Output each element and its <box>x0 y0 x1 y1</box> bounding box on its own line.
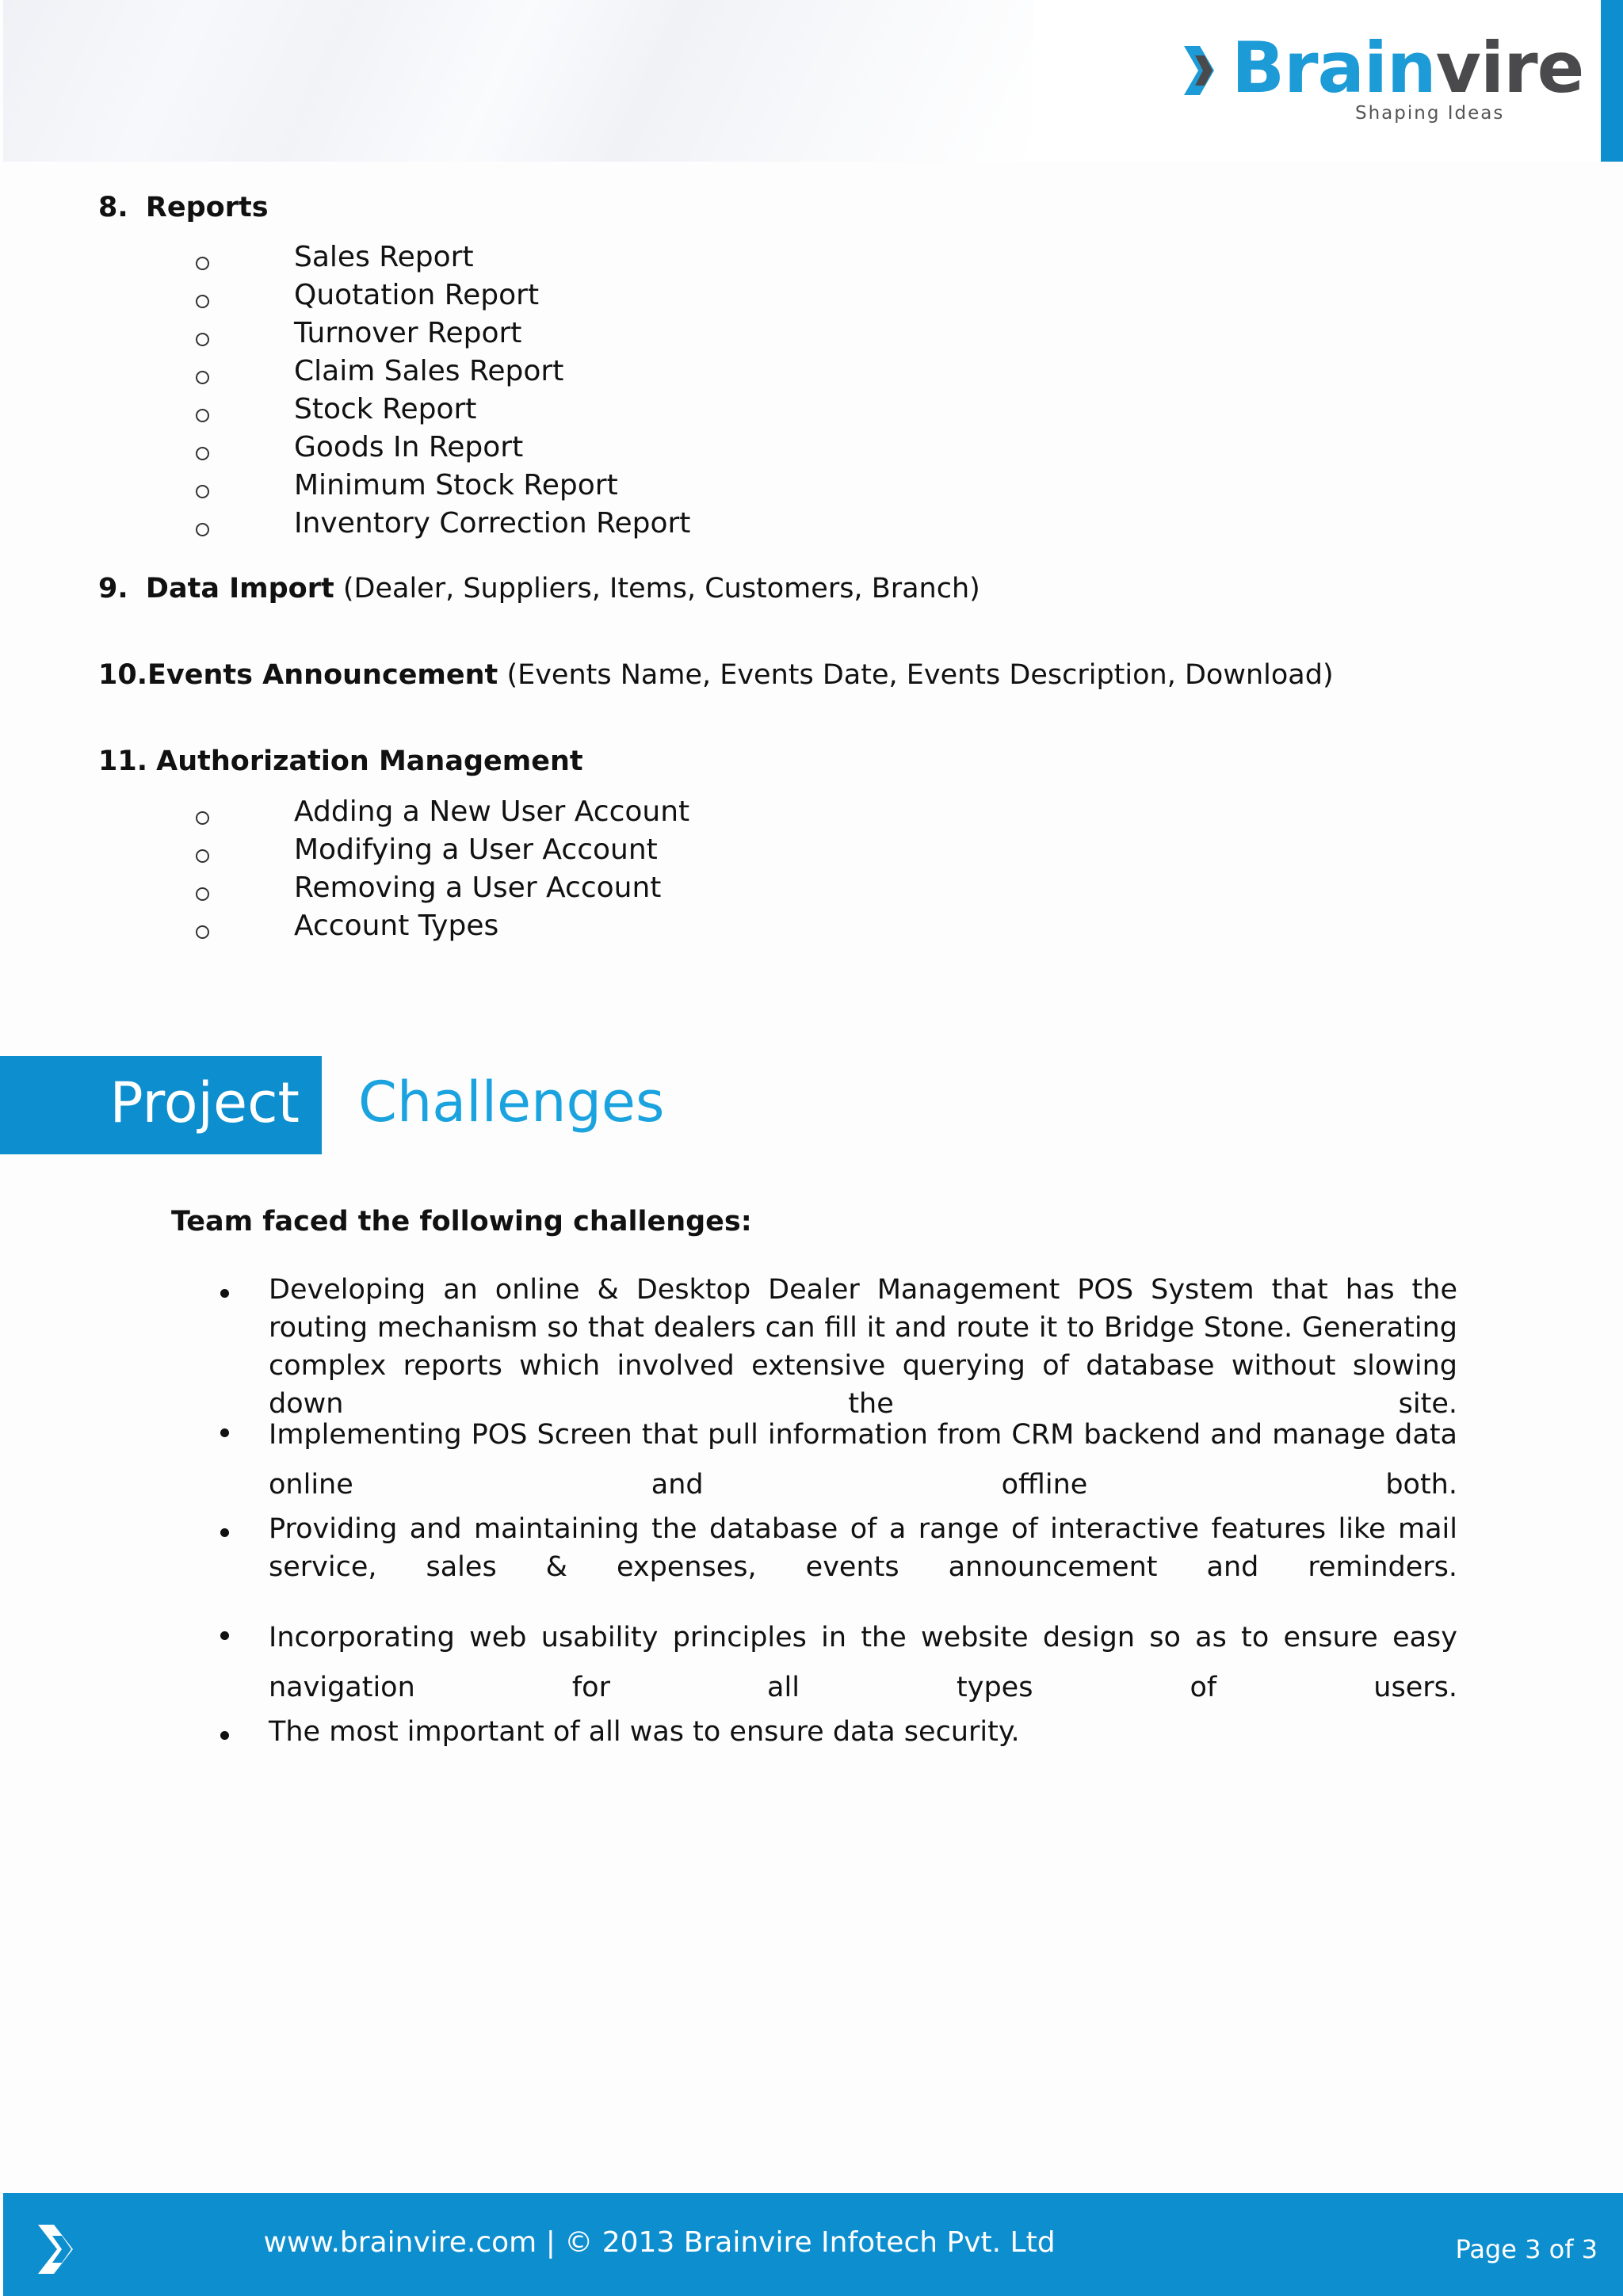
list-item: Inventory Correction Report <box>294 507 691 540</box>
brainvire-logo <box>1182 27 1584 132</box>
list-bullet-icon <box>196 257 209 270</box>
page-header <box>3 0 1623 162</box>
logo-chevron-icon <box>1182 44 1220 97</box>
list-item: Turnover Report <box>294 317 522 349</box>
list-item: Account Types <box>294 910 499 942</box>
list-bullet-icon <box>196 811 209 825</box>
bullet-icon <box>220 1528 229 1537</box>
bullet-icon <box>220 1731 229 1740</box>
section-title: Challenges <box>358 1070 665 1135</box>
challenge-item: Implementing POS Screen that pull information from CRM backend and manage data online and offline both. <box>269 1419 1457 1501</box>
page-number: Page 3 of 3 <box>1455 2234 1598 2264</box>
list-item: Goods In Report <box>294 431 524 463</box>
list-bullet-icon <box>196 447 209 460</box>
challenges-intro: Team faced the following challenges: <box>171 1206 752 1238</box>
list-bullet-icon <box>196 371 209 384</box>
bullet-icon <box>220 1631 229 1640</box>
list-bullet-icon <box>196 925 209 939</box>
list-bullet-icon <box>196 409 209 422</box>
header-pattern <box>3 0 1033 162</box>
list-bullet-icon <box>196 485 209 498</box>
section-reports-heading: 8. Reports <box>98 192 269 223</box>
list-item: Removing a User Account <box>294 871 662 904</box>
challenge-item: Incorporating web usability principles in the website design so as to ensure easy navigation for all types of users. <box>269 1622 1457 1703</box>
list-item: Quotation Report <box>294 279 540 311</box>
bullet-icon <box>220 1289 229 1298</box>
challenge-item: The most important of all was to ensure data security. <box>269 1716 1020 1748</box>
list-bullet-icon <box>196 849 209 863</box>
page-footer <box>3 2193 1623 2296</box>
list-bullet-icon <box>196 333 209 346</box>
banner-label: Project <box>109 1070 300 1135</box>
section-events-announcement: 10.Events Announcement (Events Name, Events Date, Events Description, Download) <box>98 659 1334 691</box>
challenge-item: Developing an online & Desktop Dealer Management POS System that has the routing mechanism so that dealers can fill it and route it to Bridge Stone. Generating complex reports which involved extensive querying of database without slowing down the site. <box>269 1274 1457 1420</box>
bullet-icon <box>220 1428 229 1437</box>
section-data-import: 9. Data Import (Dealer, Suppliers, Items, Customers, Branch) <box>98 573 980 605</box>
section-banner <box>0 1056 322 1154</box>
list-item: Stock Report <box>294 393 477 425</box>
list-bullet-icon <box>196 523 209 536</box>
logo-tagline: Shaping Ideas <box>1355 103 1505 124</box>
list-item: Claim Sales Report <box>294 355 564 387</box>
list-bullet-icon <box>196 887 209 901</box>
footer-copyright: www.brainvire.com | © 2013 Brainvire Infotech Pvt. Ltd <box>263 2226 1056 2259</box>
logo-wordmark: Brainvire <box>1232 27 1584 109</box>
list-item: Minimum Stock Report <box>294 469 618 502</box>
list-bullet-icon <box>196 295 209 308</box>
list-item: Adding a New User Account <box>294 795 690 828</box>
list-item: Sales Report <box>294 241 474 273</box>
list-item: Modifying a User Account <box>294 833 658 866</box>
challenge-item: Providing and maintaining the database of a range of interactive features like mail service, sales & expenses, events announcement and reminders. <box>269 1513 1457 1583</box>
header-accent-stripe <box>1601 0 1623 162</box>
section-authorization-heading: 11. Authorization Management <box>98 746 583 777</box>
